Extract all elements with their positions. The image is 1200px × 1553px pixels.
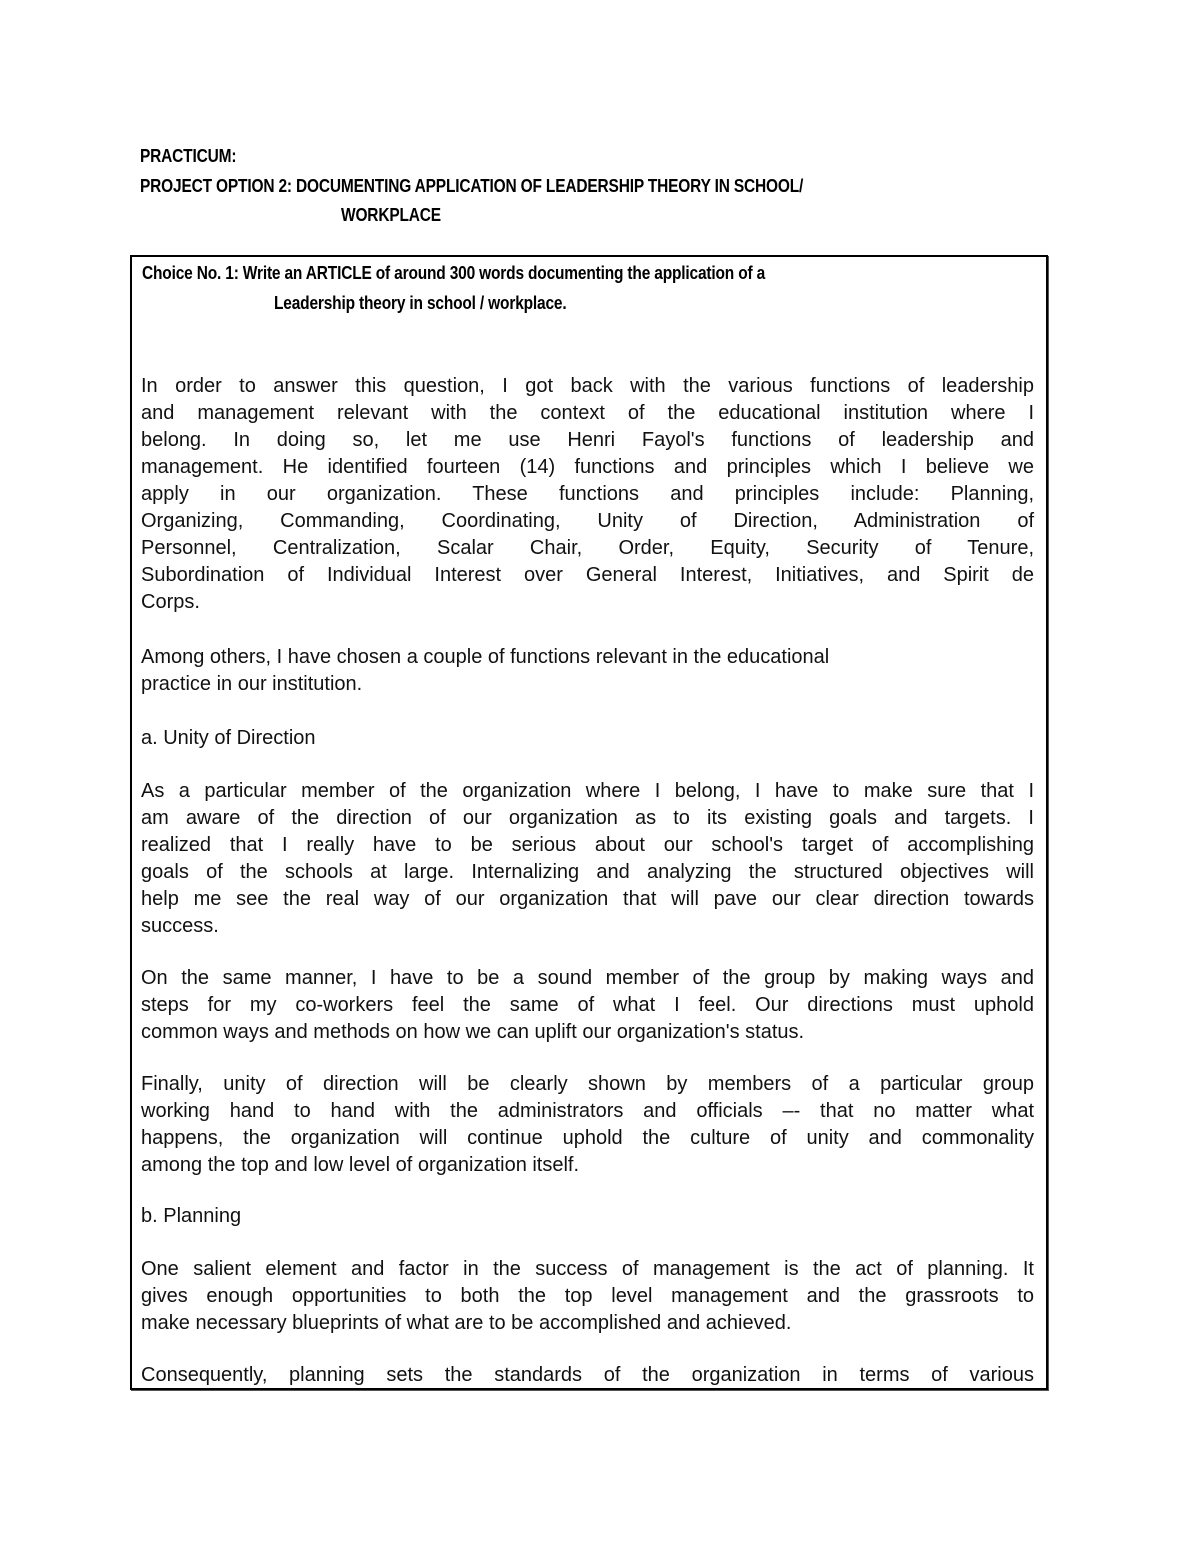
article-line: Personnel, Centralization, Scalar Chair, Order, Equity, Security of Tenure, [141,537,1034,559]
article-line: a. Unity of Direction [141,727,316,749]
article-line: Organizing, Commanding, Coordinating, Unity of Direction, Administration of [141,510,1034,532]
article-line: among the top and low level of organization itself. [141,1154,580,1176]
article-line: Subordination of Individual Interest over General Interest, Initiatives, and Spirit de [141,564,1034,586]
article-line: make necessary blueprints of what are to be accomplished and achieved. [141,1312,792,1334]
article-line: goals of the schools at large. Internalizing and analyzing the structured objectives will [141,861,1034,883]
article-line: practice in our institution. [141,673,363,695]
document-subtitle-line1: PROJECT OPTION 2: DOCUMENTING APPLICATION OF LEADERSHIP THEORY IN SCHOOL/ [140,176,804,196]
article-line: As a particular member of the organization where I belong, I have to make sure that I [141,780,1034,802]
article-line: working hand to hand with the administrators and officials –- that no matter what [141,1100,1034,1122]
article-line: belong. In doing so, let me use Henri Fayol's functions of leadership and [141,429,1034,451]
article-line: and management relevant with the context of the educational institution where I [141,402,1034,424]
document-subtitle-line2: WORKPLACE [341,205,441,225]
prompt-line2: Leadership theory in school / workplace. [274,293,567,313]
article-line: realized that I really have to be serious about our school's target of accomplishing [141,834,1034,856]
article-line: steps for my co-workers feel the same of what I feel. Our directions must uphold [141,994,1034,1016]
article-line: Finally, unity of direction will be clearly shown by members of a particular group [141,1073,1034,1095]
article-line: b. Planning [141,1205,242,1227]
article-line: help me see the real way of our organization that will pave our clear direction towards [141,888,1034,910]
document-title: PRACTICUM: [140,146,237,166]
article-line: common ways and methods on how we can uplift our organization's status. [141,1021,805,1043]
prompt-line1: Choice No. 1: Write an ARTICLE of around 300 words documenting the application of a [142,263,766,283]
article-line: apply in our organization. These functions and principles include: Planning, [141,483,1034,505]
article-line: am aware of the direction of our organization as to its existing goals and targets. I [141,807,1034,829]
article-line: In order to answer this question, I got back with the various functions of leadership [141,375,1034,397]
article-line: success. [141,915,219,937]
article-line: Consequently, planning sets the standards of the organization in terms of various [141,1364,1034,1386]
article-line: gives enough opportunities to both the top level management and the grassroots to [141,1285,1034,1307]
article-line: One salient element and factor in the success of management is the act of planning. It [141,1258,1034,1280]
article-line: On the same manner, I have to be a sound member of the group by making ways and [141,967,1034,989]
article-line: Among others, I have chosen a couple of functions relevant in the educational [141,646,830,668]
article-line: management. He identified fourteen (14) functions and principles which I believe we [141,456,1034,478]
article-line: Corps. [141,591,200,613]
article-line: happens, the organization will continue uphold the culture of unity and commonality [141,1127,1034,1149]
